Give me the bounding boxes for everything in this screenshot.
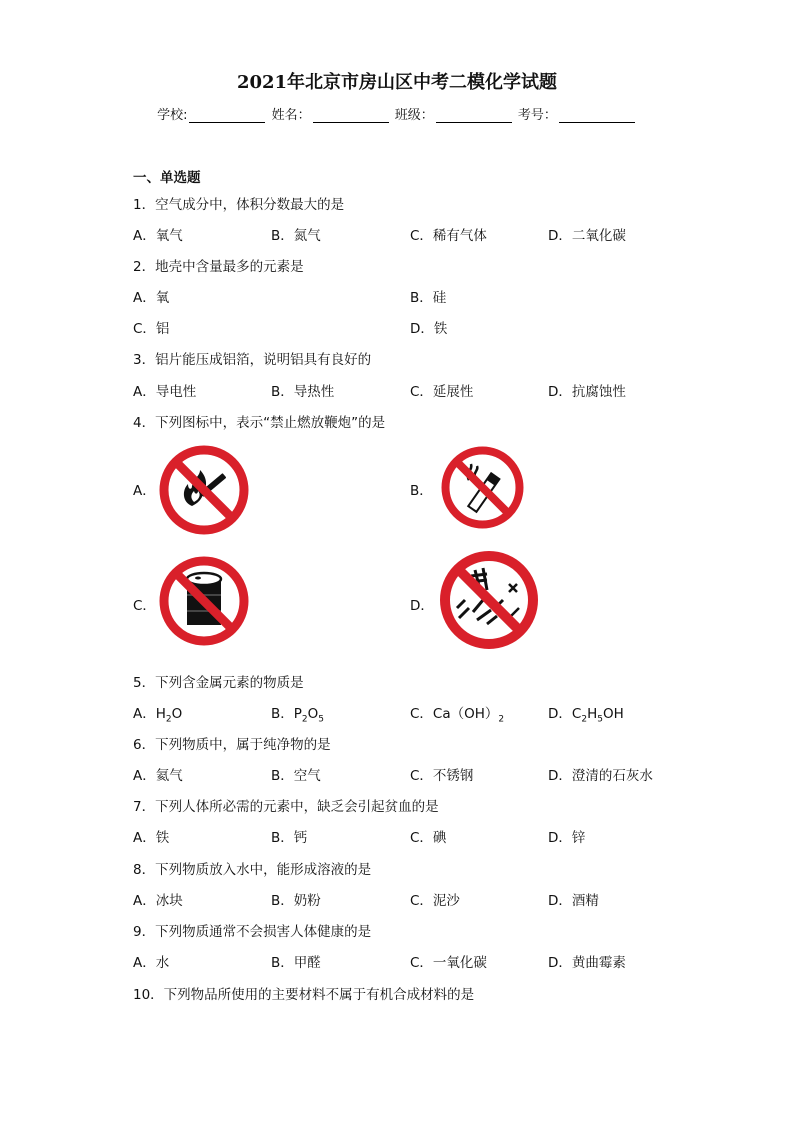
class-label: 班级： <box>394 108 434 123</box>
q2-option-d[interactable]: D．铁 <box>410 321 448 337</box>
q5-a-subscript: 2 <box>165 714 172 725</box>
no-firecrackers-sign-icon[interactable] <box>439 550 539 650</box>
q2-option-b[interactable]: B．硅 <box>410 290 447 306</box>
question-8-stem: 8．下列物质放入水中，能形成溶液的是 <box>133 862 372 878</box>
q9-option-b[interactable]: B．甲醛 <box>271 955 321 971</box>
q5-d-text-mid: H <box>587 706 598 722</box>
q2-option-a[interactable]: A．氧 <box>133 290 170 306</box>
q5-d-subscript-1: 2 <box>581 714 588 725</box>
q5-b-subscript-1: 2 <box>301 714 308 725</box>
no-oil-drum-sign-icon[interactable] <box>158 555 250 647</box>
q5-c-text: C．Ca（OH） <box>410 706 499 722</box>
no-smoking-sign-icon[interactable] <box>439 444 526 531</box>
no-open-flame-sign-icon[interactable] <box>158 444 250 536</box>
q8-option-b[interactable]: B．奶粉 <box>271 893 321 909</box>
question-3-stem: 3．铝片能压成铝箔，说明铝具有良好的 <box>133 352 372 368</box>
q1-option-c[interactable]: C．稀有气体 <box>410 228 487 244</box>
q6-option-a[interactable]: A．氦气 <box>133 768 183 784</box>
student-info-line <box>0 104 794 123</box>
q3-option-b[interactable]: B．导热性 <box>271 384 335 400</box>
q1-option-a[interactable]: A．氧气 <box>133 228 183 244</box>
q7-option-b[interactable]: B．钙 <box>271 830 308 846</box>
q5-option-b[interactable] <box>271 702 324 725</box>
question-1-stem: 1．空气成分中，体积分数最大的是 <box>133 197 345 213</box>
q5-d-subscript-2: 5 <box>597 714 603 725</box>
question-6-stem: 6．下列物质中，属于纯净物的是 <box>133 737 331 753</box>
q8-option-a[interactable]: A．冰块 <box>133 893 183 909</box>
q1-option-d[interactable]: D．二氧化碳 <box>548 228 626 244</box>
q8-option-c[interactable]: C．泥沙 <box>410 893 460 909</box>
q5-option-c[interactable] <box>410 702 504 725</box>
exam-no-blank[interactable] <box>559 108 635 123</box>
question-4-stem: 4．下列图标中，表示“禁止燃放鞭炮”的是 <box>133 415 386 431</box>
q9-option-a[interactable]: A．水 <box>133 955 170 971</box>
exam-no-label: 考号： <box>517 108 557 123</box>
q6-option-d[interactable]: D．澄清的石灰水 <box>548 768 653 784</box>
q6-option-c[interactable]: C．不锈钢 <box>410 768 474 784</box>
q8-option-d[interactable]: D．酒精 <box>548 893 599 909</box>
q7-option-a[interactable]: A．铁 <box>133 830 170 846</box>
q5-a-text: A．H <box>133 706 166 722</box>
name-blank[interactable] <box>313 108 389 123</box>
q5-option-a[interactable] <box>133 702 182 725</box>
name-label: 姓名： <box>271 108 311 123</box>
q3-option-d[interactable]: D．抗腐蚀性 <box>548 384 626 400</box>
question-9-stem: 9．下列物质通常不会损害人体健康的是 <box>133 924 372 940</box>
question-10-stem: 10．下列物品所使用的主要材料不属于有机合成材料的是 <box>133 987 475 1003</box>
q5-d-text-end: OH <box>602 706 624 722</box>
question-2-stem: 2．地壳中含量最多的元素是 <box>133 259 304 275</box>
question-5-stem: 5．下列含金属元素的物质是 <box>133 675 304 691</box>
section-heading: 一、单选题 <box>133 170 201 186</box>
class-blank[interactable] <box>436 108 512 123</box>
q4-option-a[interactable]: A． <box>133 483 156 499</box>
q7-option-c[interactable]: C．碘 <box>410 830 447 846</box>
q5-d-text: D．C <box>548 706 582 722</box>
q4-option-d[interactable]: D． <box>410 598 434 614</box>
school-blank[interactable] <box>189 108 265 123</box>
q5-option-d[interactable] <box>548 702 624 725</box>
q4-option-c[interactable]: C． <box>133 598 156 614</box>
q2-option-c[interactable]: C．铝 <box>133 321 170 337</box>
q5-b-subscript-2: 5 <box>318 714 325 725</box>
q4-option-b[interactable]: B． <box>410 483 433 499</box>
school-label: 学校: <box>157 108 188 123</box>
q5-b-text: B．P <box>271 706 302 722</box>
q3-option-a[interactable]: A．导电性 <box>133 384 197 400</box>
page-title: 2021年北京市房山区中考二模化学试题 <box>236 72 558 93</box>
q3-option-c[interactable]: C．延展性 <box>410 384 474 400</box>
q1-option-b[interactable]: B．氮气 <box>271 228 321 244</box>
q5-c-subscript: 2 <box>498 714 505 725</box>
q9-option-d[interactable]: D．黄曲霉素 <box>548 955 626 971</box>
q5-b-text-mid: O <box>307 706 319 722</box>
q5-a-text-end: O <box>171 706 183 722</box>
question-7-stem: 7．下列人体所必需的元素中，缺乏会引起贫血的是 <box>133 799 439 815</box>
q7-option-d[interactable]: D．锌 <box>548 830 586 846</box>
q6-option-b[interactable]: B．空气 <box>271 768 321 784</box>
q9-option-c[interactable]: C．一氧化碳 <box>410 955 487 971</box>
